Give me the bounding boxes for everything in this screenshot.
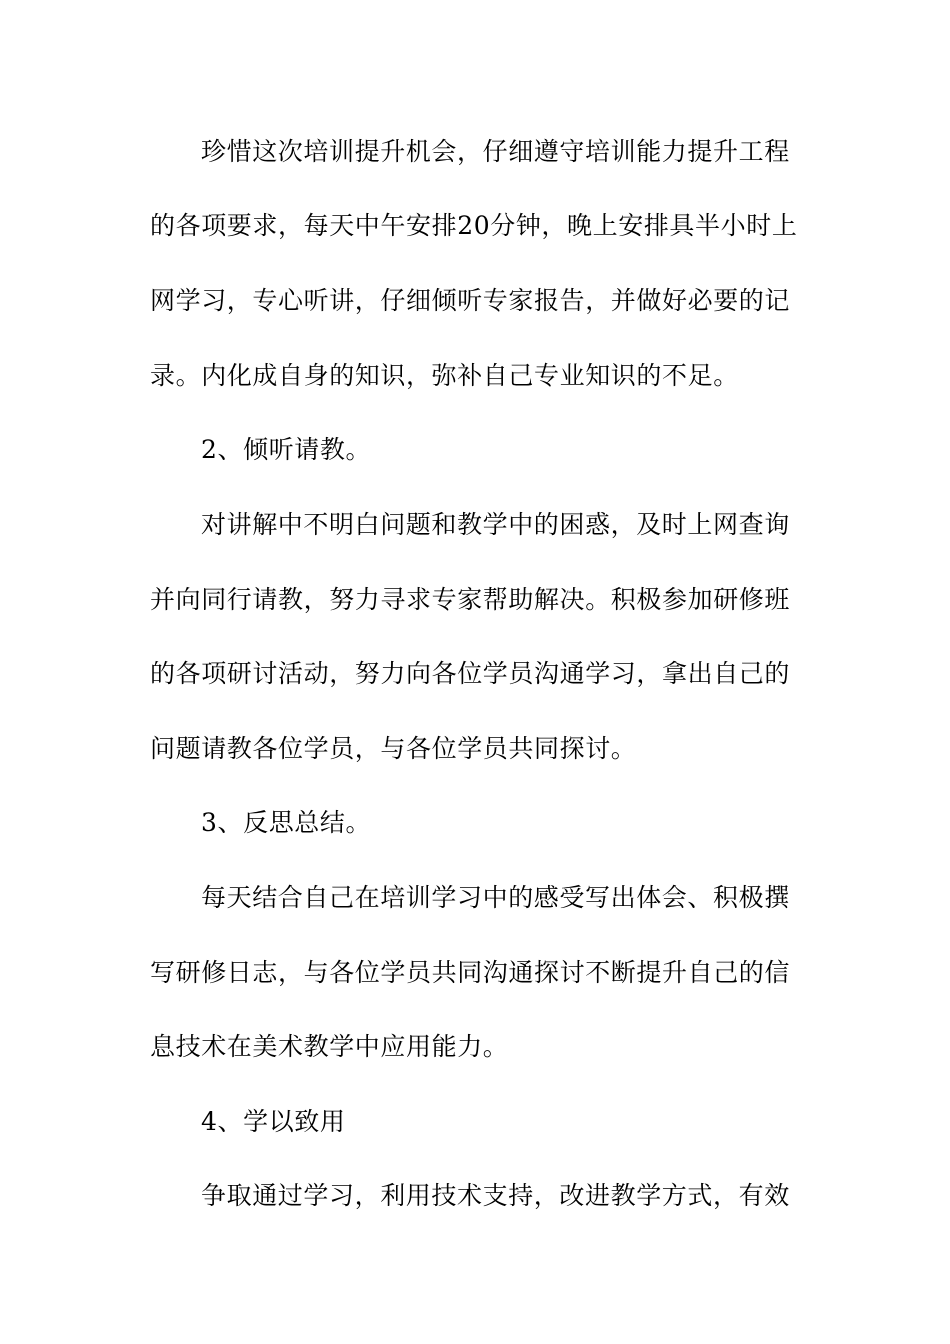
paragraph-2-line-1: 对讲解中不明白问题和教学中的困惑，及时上网查询 xyxy=(201,510,790,539)
paragraph-1-line-3: 网学习，专心听讲，仔细倾听专家报告，并做好必要的记 xyxy=(150,286,791,315)
section-heading-2: 2、倾听请教。 xyxy=(201,435,372,464)
paragraph-3-line-2: 写研修日志，与各位学员共同沟通探讨不断提升自己的信 xyxy=(150,958,791,987)
paragraph-3-line-1: 每天结合自己在培训学习中的感受写出体会、积极撰 xyxy=(201,883,790,912)
paragraph-2-line-3: 的各项研讨活动，努力向各位学员沟通学习，拿出自己的 xyxy=(150,659,791,688)
paragraph-3-line-3: 息技术在美术教学中应用能力。 xyxy=(150,1032,509,1061)
paragraph-2-line-4: 问题请教各位学员，与各位学员共同探讨。 xyxy=(150,734,637,763)
paragraph-1-line-4: 录。内化成自身的知识，弥补自己专业知识的不足。 xyxy=(150,361,739,390)
paragraph-1-line-2: 的各项要求，每天中午安排20分钟，晚上安排具半小时上 xyxy=(150,211,798,240)
paragraph-2-line-2: 并向同行请教，努力寻求专家帮助解决。积极参加研修班 xyxy=(150,585,791,614)
section-heading-4: 4、学以致用 xyxy=(201,1107,346,1136)
paragraph-1-line-1: 珍惜这次培训提升机会，仔细遵守培训能力提升工程 xyxy=(201,137,790,166)
paragraph-4-line-1: 争取通过学习，利用技术支持，改进教学方式，有效 xyxy=(201,1181,790,1210)
section-heading-3: 3、反思总结。 xyxy=(201,808,372,837)
